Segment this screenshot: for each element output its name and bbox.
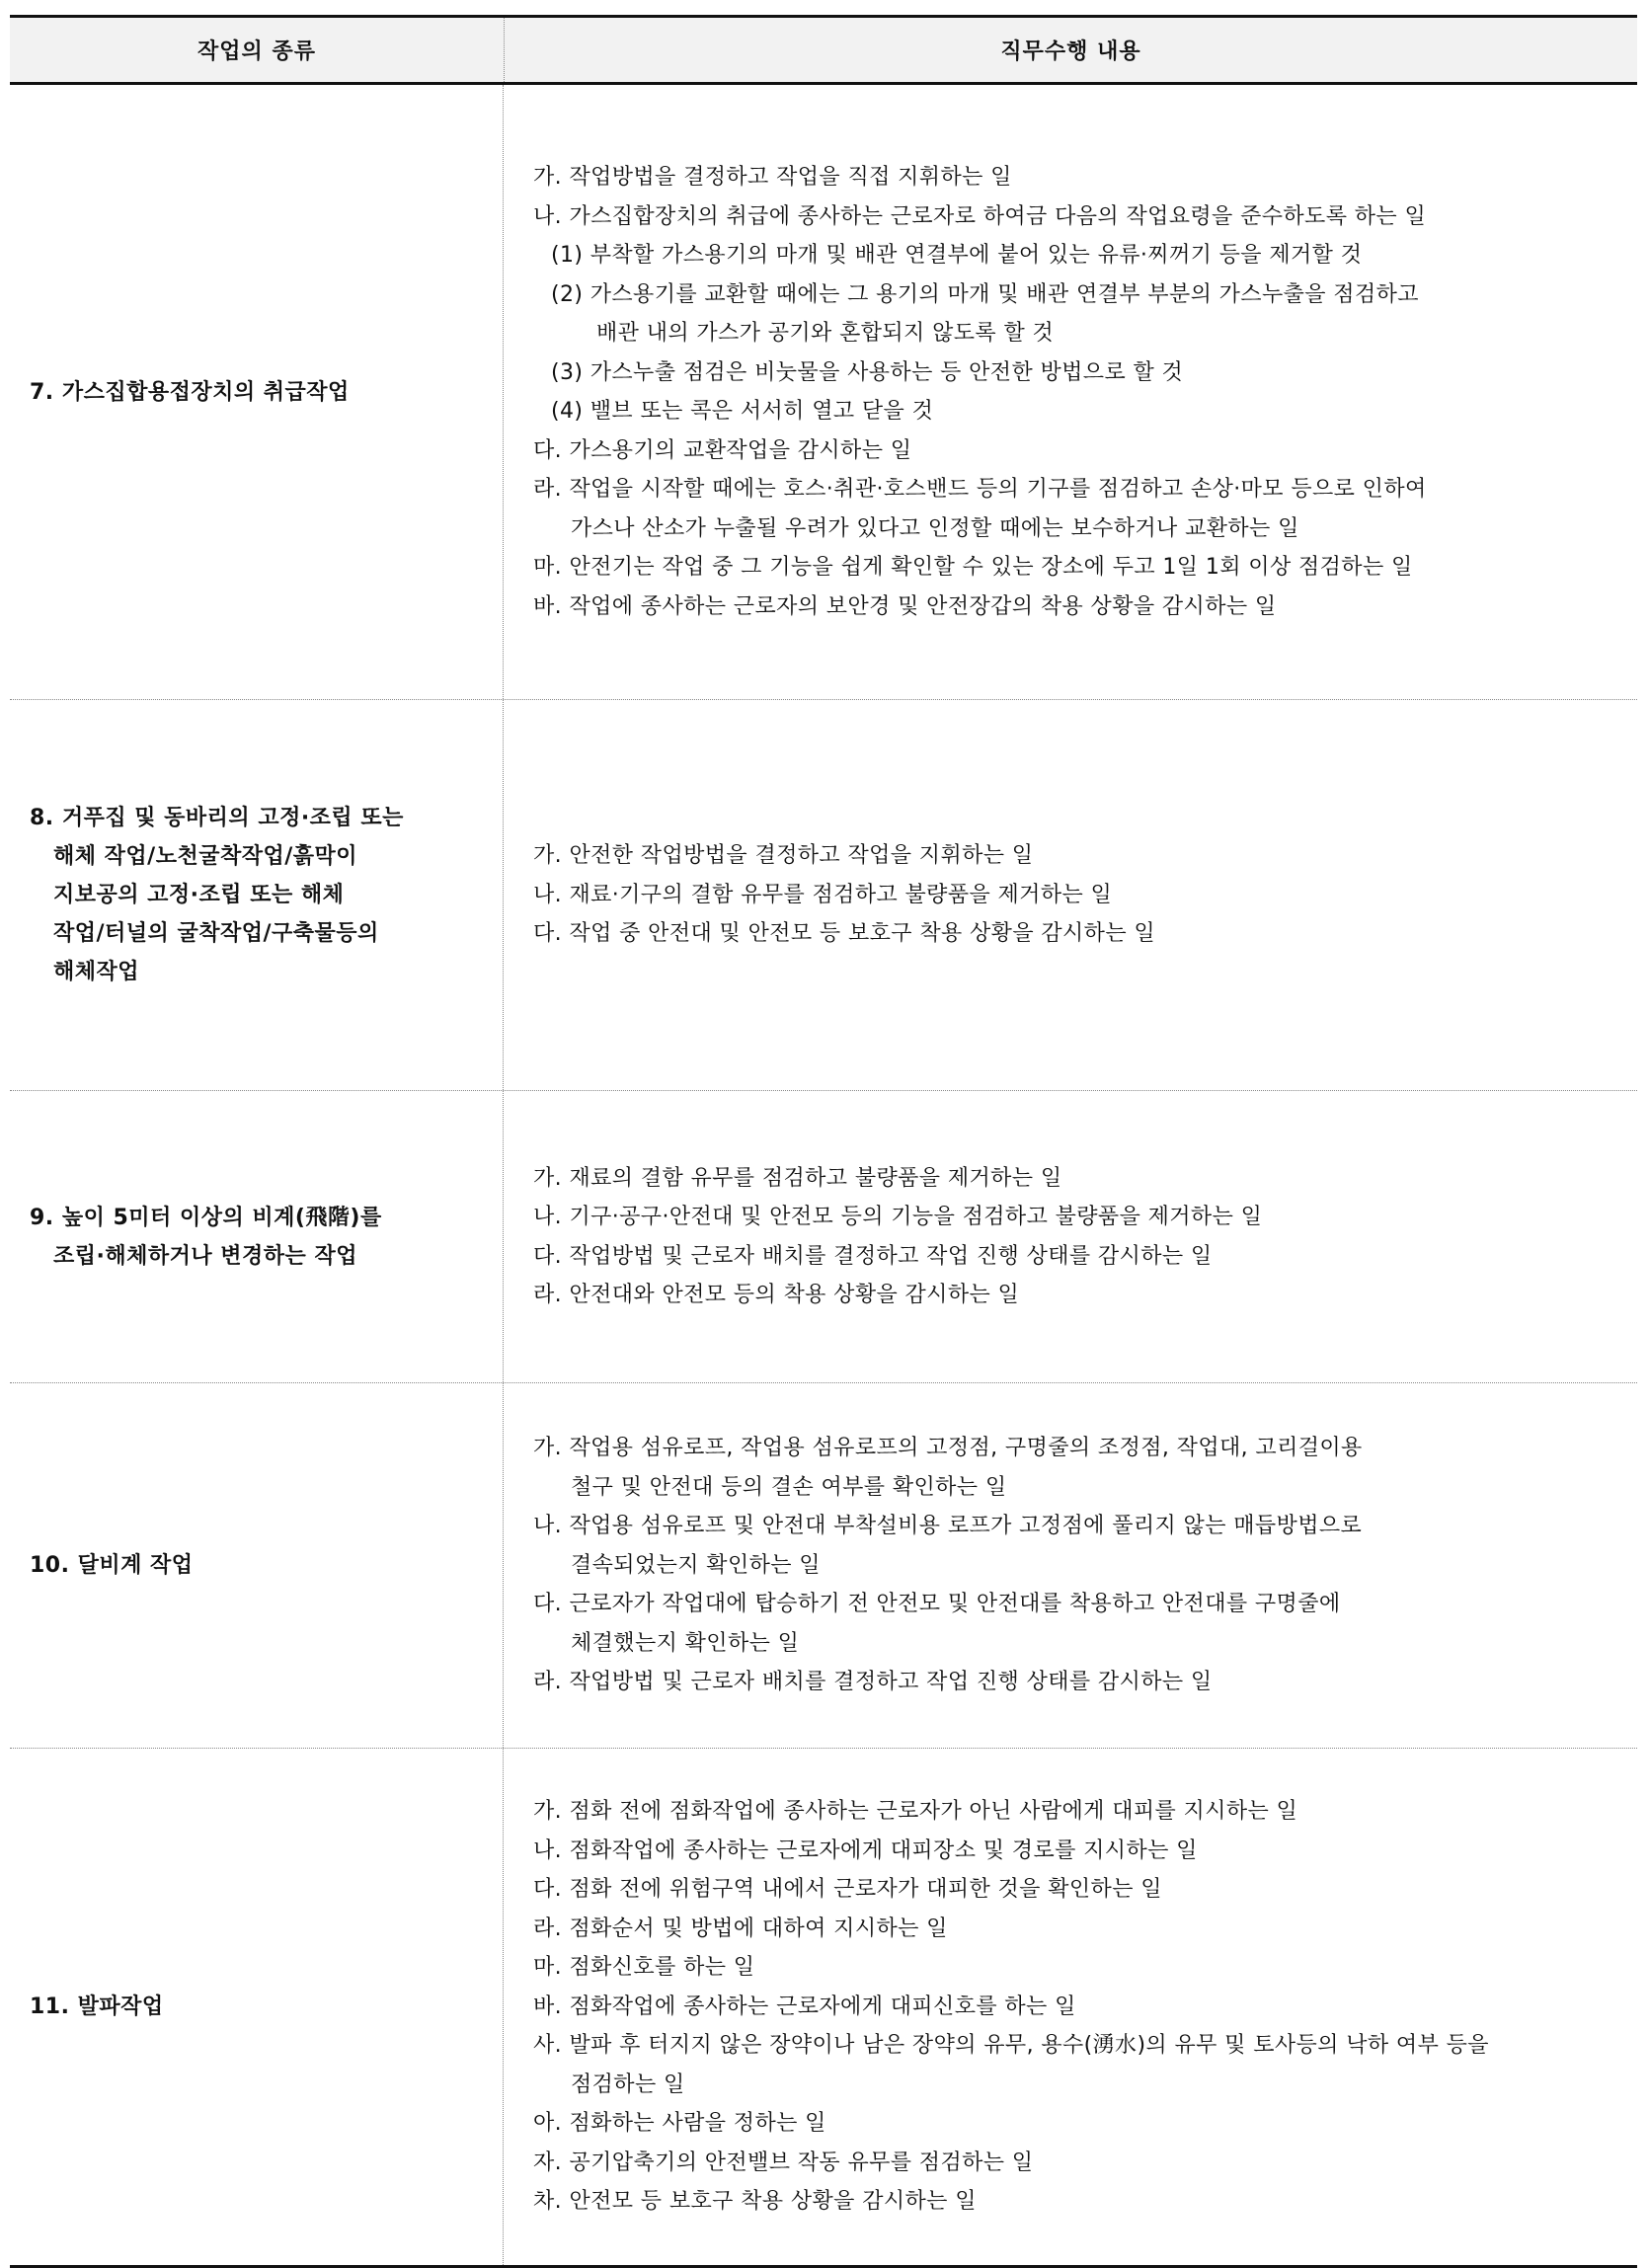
work-type-cell <box>10 85 504 699</box>
table-row <box>10 700 1637 1091</box>
work-type-line: 해체작업 <box>53 960 140 984</box>
duty-line: 나. 작업용 섬유로프 및 안전대 부착설비용 로프가 고정점에 풀리지 않는 매듭방법으로 <box>533 1514 1363 1539</box>
work-type-label <box>30 1546 194 1585</box>
duty-line: 나. 재료·기구의 결함 유무를 점검하고 불량품을 제거하는 일 <box>533 882 1113 907</box>
work-type-line: 11. 발파작업 <box>30 1994 164 2019</box>
duty-line: 다. 가스용기의 교환작업을 감시하는 일 <box>533 437 912 463</box>
work-type-cell <box>10 1749 504 2265</box>
duty-line: 배관 내의 가스가 공기와 혼합되지 않도록 할 것 <box>596 321 1055 346</box>
table-row <box>10 1749 1637 2268</box>
duty-line: 나. 점화작업에 종사하는 근로자에게 대피장소 및 경로를 지시하는 일 <box>533 1838 1198 1863</box>
duty-line: 자. 공기압축기의 안전밸브 작동 유무를 점검하는 일 <box>533 2150 1034 2175</box>
duty-line: (4) 밸브 또는 콕은 서서히 열고 닫을 것 <box>551 399 934 424</box>
duty-line: 점검하는 일 <box>571 2072 685 2097</box>
work-type-label <box>30 1988 164 2026</box>
duty-content-cell <box>504 1749 1637 2265</box>
duty-content-cell <box>504 700 1637 1090</box>
work-type-line: 조립·해체하거나 변경하는 작업 <box>53 1243 357 1269</box>
duty-line: 사. 발파 후 터지지 않은 장약이나 남은 장약의 유무, 용수(湧水)의 유무 및 토사등의 낙하 여부 등을 <box>533 2033 1489 2059</box>
duty-line: 가스나 산소가 누출될 우려가 있다고 인정할 때에는 보수하거나 교환하는 일 <box>571 515 1299 541</box>
duty-line: 라. 작업을 시작할 때에는 호스·취관·호스밴드 등의 기구를 점검하고 손상·마모 등으로 인하여 <box>533 477 1427 502</box>
duty-table <box>10 15 1637 2268</box>
work-type-line: 9. 높이 5미터 이상의 비계(飛階)를 <box>30 1205 382 1230</box>
duty-line: (3) 가스누출 점검은 비눗물을 사용하는 등 안전한 방법으로 할 것 <box>551 359 1184 385</box>
duty-content-cell <box>504 1091 1637 1382</box>
work-type-line: 해체 작업/노천굴착작업/흙막이 <box>53 844 358 869</box>
duty-line: 나. 가스집합장치의 취급에 종사하는 근로자로 하여금 다음의 작업요령을 준수하도록 하는 일 <box>533 203 1427 229</box>
table-row <box>10 1091 1637 1383</box>
duty-line: 다. 작업 중 안전대 및 안전모 등 보호구 착용 상황을 감시하는 일 <box>533 921 1156 947</box>
header-duty-content: 직무수행 내용 <box>1000 39 1141 64</box>
duty-line: (1) 부착할 가스용기의 마개 및 배관 연결부에 붙어 있는 유류·찌꺼기 등을 제거할 것 <box>551 243 1363 268</box>
work-type-line: 7. 가스집합용접장치의 취급작업 <box>30 379 350 405</box>
work-type-line: 10. 달비계 작업 <box>30 1553 194 1578</box>
table-header <box>10 18 1637 85</box>
duty-line: 라. 작업방법 및 근로자 배치를 결정하고 작업 진행 상태를 감시하는 일 <box>533 1670 1213 1695</box>
duty-line: 가. 재료의 결함 유무를 점검하고 불량품을 제거하는 일 <box>533 1165 1062 1191</box>
duty-line: 나. 기구·공구·안전대 및 안전모 등의 기능을 점검하고 불량품을 제거하는 일 <box>533 1205 1263 1229</box>
work-type-cell <box>10 1383 504 1748</box>
work-type-label <box>30 1199 382 1276</box>
duty-line: 다. 근로자가 작업대에 탑승하기 전 안전모 및 안전대를 착용하고 안전대를 구명줄에 <box>533 1592 1341 1617</box>
work-type-label <box>30 799 404 991</box>
work-type-line: 8. 거푸집 및 동바리의 고정·조립 또는 <box>30 806 404 830</box>
duty-line: 다. 작업방법 및 근로자 배치를 결정하고 작업 진행 상태를 감시하는 일 <box>533 1243 1213 1269</box>
work-type-cell <box>10 700 504 1090</box>
duty-line: 다. 점화 전에 위험구역 내에서 근로자가 대피한 것을 확인하는 일 <box>533 1877 1162 1903</box>
header-work-type: 작업의 종류 <box>10 18 505 82</box>
duty-line: 차. 안전모 등 보호구 착용 상황을 감시하는 일 <box>533 2189 977 2215</box>
work-type-label <box>30 373 350 412</box>
duty-content-cell <box>504 1383 1637 1748</box>
duty-line: 마. 안전기는 작업 중 그 기능을 쉽게 확인할 수 있는 장소에 두고 1일 1회 이상 점검하는 일 <box>533 555 1413 580</box>
duty-line: 마. 점화신호를 하는 일 <box>533 1955 755 1981</box>
duty-line: 라. 점화순서 및 방법에 대하여 지시하는 일 <box>533 1916 948 1941</box>
work-type-cell <box>10 1091 504 1382</box>
table-row <box>10 1383 1637 1749</box>
duty-line: 가. 점화 전에 점화작업에 종사하는 근로자가 아닌 사람에게 대피를 지시하는 일 <box>533 1799 1298 1825</box>
duty-line: 결속되었는지 확인하는 일 <box>571 1552 821 1578</box>
duty-line: 철구 및 안전대 등의 결손 여부를 확인하는 일 <box>571 1474 1007 1500</box>
work-type-line: 작업/터널의 굴착작업/구축물등의 <box>53 921 379 946</box>
duty-line: 라. 안전대와 안전모 등의 착용 상황을 감시하는 일 <box>533 1283 1020 1307</box>
duty-line: 가. 작업용 섬유로프, 작업용 섬유로프의 고정점, 구명줄의 조정점, 작업대, 고리걸이용 <box>533 1436 1363 1461</box>
duty-line: 바. 점화작업에 종사하는 근로자에게 대피신호를 하는 일 <box>533 1994 1076 2019</box>
duty-line: 아. 점화하는 사람을 정하는 일 <box>533 2111 826 2137</box>
duty-line: 가. 작업방법을 결정하고 작업을 직접 지휘하는 일 <box>533 165 1012 190</box>
duty-line: 가. 안전한 작업방법을 결정하고 작업을 지휘하는 일 <box>533 843 1034 869</box>
work-type-line: 지보공의 고정·조립 또는 해체 <box>53 883 345 907</box>
table-row <box>10 85 1637 700</box>
table-body <box>10 85 1637 2268</box>
duty-line: 바. 작업에 종사하는 근로자의 보안경 및 안전장갑의 착용 상황을 감시하는 일 <box>533 593 1277 619</box>
duty-content-cell <box>504 85 1637 699</box>
duty-line: (2) 가스용기를 교환할 때에는 그 용기의 마개 및 배관 연결부 부분의 가스누출을 점검하고 <box>551 281 1419 307</box>
duty-line: 체결했는지 확인하는 일 <box>571 1630 800 1656</box>
